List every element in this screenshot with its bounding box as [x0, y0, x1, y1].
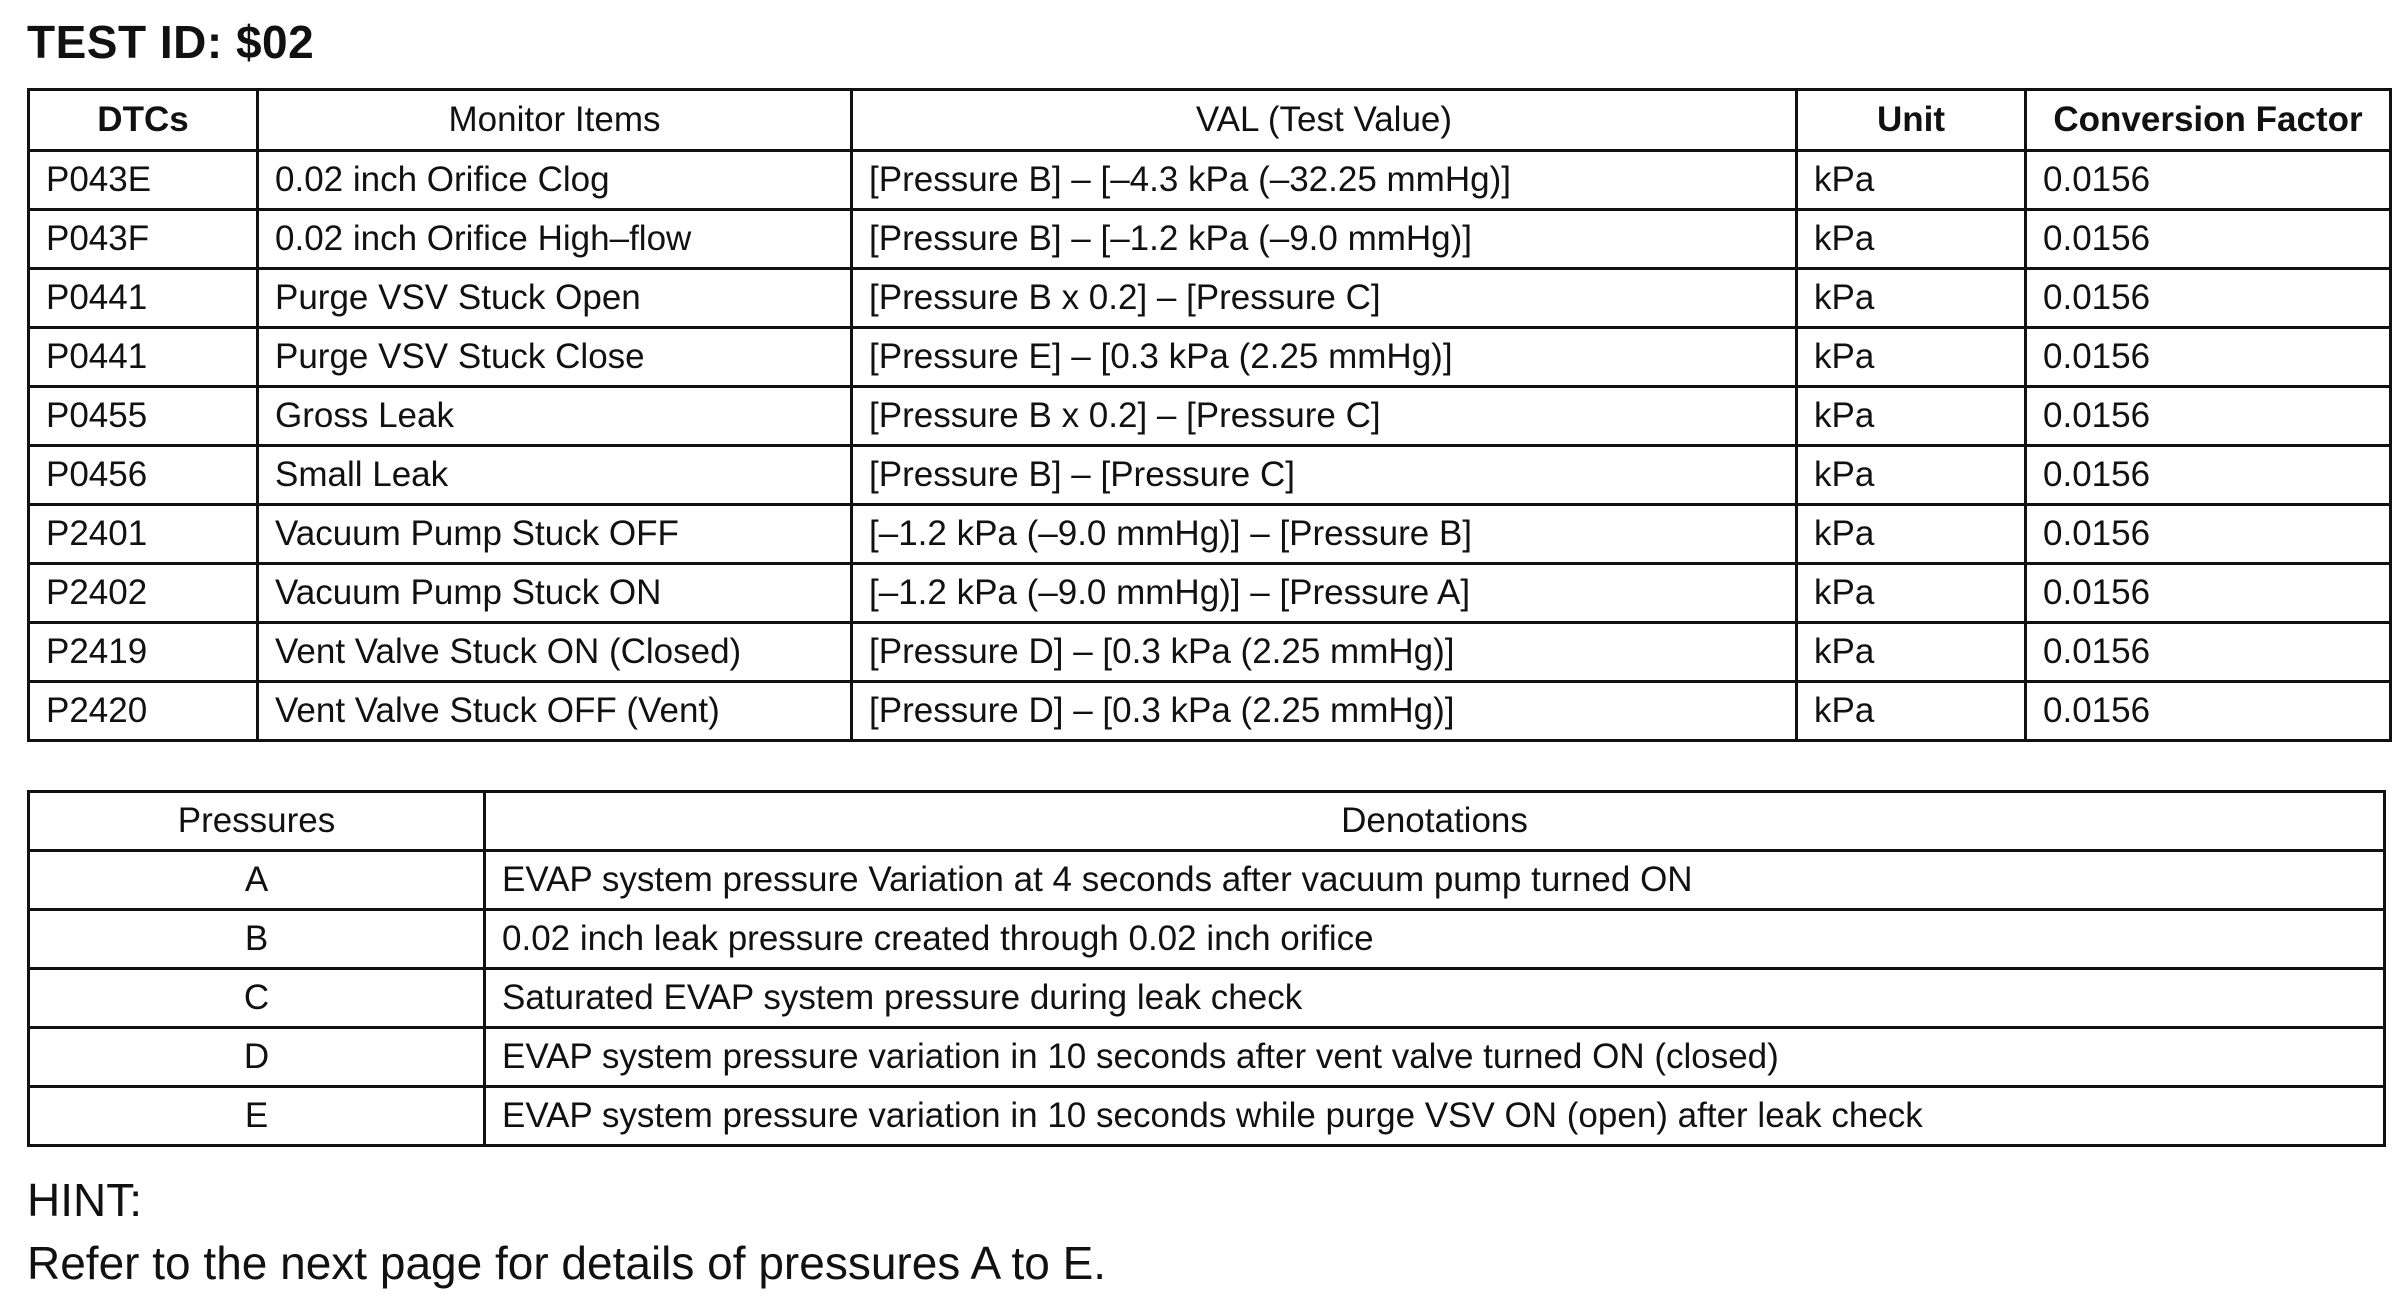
denotation-cell: 0.02 inch leak pressure created through 0.02 inch orifice	[485, 910, 2385, 969]
table-row	[29, 623, 2391, 682]
test-value-cell: [Pressure D] – [0.3 kPa (2.25 mmHg)]	[852, 623, 1797, 682]
dtc-code-cell: P0441	[29, 328, 258, 387]
unit-cell: kPa	[1797, 446, 2026, 505]
hint-text: Refer to the next page for details of pressures A to E.	[27, 1237, 1107, 1289]
dtc-code-cell: P2420	[29, 682, 258, 741]
test-value-cell: [Pressure D] – [0.3 kPa (2.25 mmHg)]	[852, 682, 1797, 741]
test-value-cell: [Pressure B x 0.2] – [Pressure C]	[852, 387, 1797, 446]
unit-cell: kPa	[1797, 564, 2026, 623]
table-row	[29, 851, 2385, 910]
unit-cell: kPa	[1797, 682, 2026, 741]
unit-cell: kPa	[1797, 387, 2026, 446]
conversion-factor-cell: 0.0156	[2026, 446, 2391, 505]
header-monitor-items: Monitor Items	[258, 90, 852, 151]
test-value-cell: [–1.2 kPa (–9.0 mmHg)] – [Pressure A]	[852, 564, 1797, 623]
unit-cell: kPa	[1797, 623, 2026, 682]
monitor-item-cell: Purge VSV Stuck Open	[258, 269, 852, 328]
hint-label: HINT:	[27, 1174, 142, 1226]
monitor-item-cell: 0.02 inch Orifice High–flow	[258, 210, 852, 269]
conversion-factor-cell: 0.0156	[2026, 151, 2391, 210]
pressure-table-header-row	[29, 792, 2385, 851]
conversion-factor-cell: 0.0156	[2026, 210, 2391, 269]
monitor-item-cell: Vacuum Pump Stuck OFF	[258, 505, 852, 564]
conversion-factor-cell: 0.0156	[2026, 505, 2391, 564]
table-row	[29, 682, 2391, 741]
denotation-cell: EVAP system pressure variation in 10 seconds while purge VSV ON (open) after leak check	[485, 1087, 2385, 1146]
monitor-item-cell: Vacuum Pump Stuck ON	[258, 564, 852, 623]
unit-cell: kPa	[1797, 328, 2026, 387]
conversion-factor-cell: 0.0156	[2026, 328, 2391, 387]
header-pressures: Pressures	[29, 792, 485, 851]
test-value-cell: [Pressure E] – [0.3 kPa (2.25 mmHg)]	[852, 328, 1797, 387]
table-row	[29, 151, 2391, 210]
dtc-table	[27, 88, 2392, 742]
table-row	[29, 210, 2391, 269]
table-row	[29, 564, 2391, 623]
dtc-code-cell: P0455	[29, 387, 258, 446]
table-row	[29, 446, 2391, 505]
unit-cell: kPa	[1797, 269, 2026, 328]
denotation-cell: EVAP system pressure Variation at 4 seconds after vacuum pump turned ON	[485, 851, 2385, 910]
monitor-item-cell: Gross Leak	[258, 387, 852, 446]
pressure-denotation-table	[27, 790, 2386, 1147]
pressure-letter-cell: D	[29, 1028, 485, 1087]
pressure-letter-cell: C	[29, 969, 485, 1028]
table-row	[29, 328, 2391, 387]
conversion-factor-cell: 0.0156	[2026, 623, 2391, 682]
page-title: TEST ID: $02	[27, 16, 315, 68]
monitor-item-cell: 0.02 inch Orifice Clog	[258, 151, 852, 210]
table-row	[29, 505, 2391, 564]
monitor-item-cell: Vent Valve Stuck OFF (Vent)	[258, 682, 852, 741]
test-value-cell: [–1.2 kPa (–9.0 mmHg)] – [Pressure B]	[852, 505, 1797, 564]
table-row	[29, 910, 2385, 969]
conversion-factor-cell: 0.0156	[2026, 387, 2391, 446]
test-value-cell: [Pressure B] – [–4.3 kPa (–32.25 mmHg)]	[852, 151, 1797, 210]
dtc-code-cell: P2402	[29, 564, 258, 623]
monitor-item-cell: Purge VSV Stuck Close	[258, 328, 852, 387]
table-row	[29, 969, 2385, 1028]
header-dtcs: DTCs	[29, 90, 258, 151]
pressure-letter-cell: B	[29, 910, 485, 969]
table-row	[29, 269, 2391, 328]
dtc-code-cell: P2401	[29, 505, 258, 564]
header-conversion-factor: Conversion Factor	[2026, 90, 2391, 151]
conversion-factor-cell: 0.0156	[2026, 269, 2391, 328]
test-value-cell: [Pressure B] – [Pressure C]	[852, 446, 1797, 505]
monitor-item-cell: Vent Valve Stuck ON (Closed)	[258, 623, 852, 682]
table-row	[29, 1028, 2385, 1087]
table-row	[29, 387, 2391, 446]
test-value-cell: [Pressure B x 0.2] – [Pressure C]	[852, 269, 1797, 328]
table-row	[29, 1087, 2385, 1146]
dtc-code-cell: P0441	[29, 269, 258, 328]
test-value-cell: [Pressure B] – [–1.2 kPa (–9.0 mmHg)]	[852, 210, 1797, 269]
dtc-code-cell: P043E	[29, 151, 258, 210]
header-denotations: Denotations	[485, 792, 2385, 851]
denotation-cell: EVAP system pressure variation in 10 seconds after vent valve turned ON (closed)	[485, 1028, 2385, 1087]
unit-cell: kPa	[1797, 210, 2026, 269]
pressure-letter-cell: A	[29, 851, 485, 910]
unit-cell: kPa	[1797, 505, 2026, 564]
header-test-value: VAL (Test Value)	[852, 90, 1797, 151]
conversion-factor-cell: 0.0156	[2026, 564, 2391, 623]
header-unit: Unit	[1797, 90, 2026, 151]
dtc-code-cell: P043F	[29, 210, 258, 269]
dtc-code-cell: P2419	[29, 623, 258, 682]
pressure-letter-cell: E	[29, 1087, 485, 1146]
denotation-cell: Saturated EVAP system pressure during leak check	[485, 969, 2385, 1028]
dtc-table-header-row	[29, 90, 2391, 151]
dtc-code-cell: P0456	[29, 446, 258, 505]
monitor-item-cell: Small Leak	[258, 446, 852, 505]
conversion-factor-cell: 0.0156	[2026, 682, 2391, 741]
unit-cell: kPa	[1797, 151, 2026, 210]
